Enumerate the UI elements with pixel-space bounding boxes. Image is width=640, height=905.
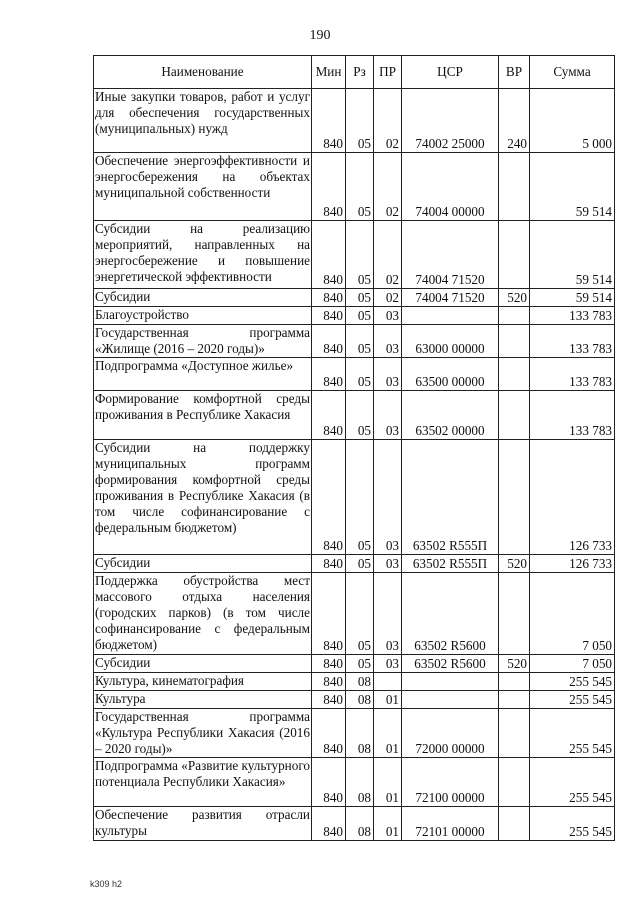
cell-sum: 133 783 (530, 307, 615, 325)
cell-rz: 05 (346, 555, 374, 573)
cell-vr (499, 358, 530, 391)
cell-pr: 03 (374, 391, 402, 440)
cell-csr: 63502 R555П (402, 555, 499, 573)
cell-vr (499, 807, 530, 841)
cell-name: Субсидии (94, 655, 312, 673)
table-row (94, 573, 615, 655)
cell-pr: 03 (374, 573, 402, 655)
cell-min: 840 (312, 573, 346, 655)
cell-pr: 02 (374, 89, 402, 153)
cell-sum: 126 733 (530, 555, 615, 573)
cell-pr: 03 (374, 307, 402, 325)
cell-sum: 255 545 (530, 691, 615, 709)
cell-pr: 01 (374, 691, 402, 709)
cell-rz: 08 (346, 673, 374, 691)
cell-pr: 03 (374, 655, 402, 673)
cell-name: Субсидии (94, 289, 312, 307)
cell-sum: 126 733 (530, 440, 615, 555)
cell-pr: 03 (374, 555, 402, 573)
cell-min: 840 (312, 758, 346, 807)
cell-sum: 59 514 (530, 221, 615, 289)
table-row (94, 153, 615, 221)
cell-csr (402, 691, 499, 709)
cell-rz: 05 (346, 391, 374, 440)
cell-vr (499, 758, 530, 807)
table-row (94, 89, 615, 153)
cell-min: 840 (312, 807, 346, 841)
cell-csr: 72101 00000 (402, 807, 499, 841)
cell-csr: 74004 71520 (402, 289, 499, 307)
cell-rz: 05 (346, 89, 374, 153)
cell-min: 840 (312, 358, 346, 391)
cell-vr (499, 391, 530, 440)
cell-rz: 08 (346, 691, 374, 709)
cell-vr (499, 691, 530, 709)
cell-rz: 08 (346, 709, 374, 758)
cell-sum: 255 545 (530, 807, 615, 841)
cell-pr: 01 (374, 807, 402, 841)
cell-pr: 03 (374, 358, 402, 391)
column-header-pr: ПР (374, 56, 402, 89)
cell-min: 840 (312, 709, 346, 758)
cell-sum: 255 545 (530, 709, 615, 758)
table-row (94, 807, 615, 841)
cell-vr (499, 573, 530, 655)
table-row (94, 221, 615, 289)
cell-min: 840 (312, 440, 346, 555)
column-header-sum: Сумма (530, 56, 615, 89)
cell-sum: 133 783 (530, 358, 615, 391)
column-header-name: Наименование (94, 56, 312, 89)
column-header-min: Мин (312, 56, 346, 89)
cell-min: 840 (312, 691, 346, 709)
cell-pr: 01 (374, 758, 402, 807)
footer-code: k309 h2 (90, 879, 123, 889)
cell-csr: 63502 00000 (402, 391, 499, 440)
column-header-csr: ЦСР (402, 56, 499, 89)
cell-csr: 72000 00000 (402, 709, 499, 758)
cell-name: Обеспечение энергоэффективности и энергосбережения на объектах муниципальной собственности (94, 153, 312, 221)
cell-vr (499, 325, 530, 358)
cell-vr (499, 709, 530, 758)
cell-name: Иные закупки товаров, работ и услуг для обеспечения государственных (муниципальных) нужд (94, 89, 312, 153)
table-row (94, 555, 615, 573)
cell-vr: 520 (499, 655, 530, 673)
cell-sum: 59 514 (530, 153, 615, 221)
cell-pr: 03 (374, 440, 402, 555)
budget-table (93, 55, 615, 841)
cell-rz: 05 (346, 221, 374, 289)
cell-csr: 74002 25000 (402, 89, 499, 153)
cell-pr: 02 (374, 221, 402, 289)
cell-pr: 02 (374, 153, 402, 221)
cell-csr (402, 307, 499, 325)
cell-sum: 7 050 (530, 573, 615, 655)
cell-name: Субсидии (94, 555, 312, 573)
cell-min: 840 (312, 655, 346, 673)
cell-sum: 133 783 (530, 325, 615, 358)
cell-min: 840 (312, 391, 346, 440)
cell-sum: 133 783 (530, 391, 615, 440)
cell-name: Подпрограмма «Доступное жилье» (94, 358, 312, 391)
column-header-rz: Рз (346, 56, 374, 89)
cell-min: 840 (312, 289, 346, 307)
cell-vr (499, 673, 530, 691)
cell-vr: 520 (499, 555, 530, 573)
table-row (94, 709, 615, 758)
table-row (94, 289, 615, 307)
table-row (94, 691, 615, 709)
cell-name: Государственная программа «Жилище (2016 – 2020 годы)» (95, 325, 310, 356)
cell-name: Субсидии на реализацию мероприятий, направленных на энергосбережение и повышение энергетической эффективности (94, 221, 312, 289)
page-number: 190 (309, 28, 331, 43)
cell-sum: 5 000 (530, 89, 615, 153)
cell-name: Государственная программа «Культура Республики Хакасия (2016 – 2020 годы)» (95, 709, 310, 756)
cell-min: 840 (312, 153, 346, 221)
cell-name: Культура, кинематография (94, 673, 312, 691)
cell-rz: 05 (346, 440, 374, 555)
table-row (94, 391, 615, 440)
cell-csr: 63500 00000 (402, 358, 499, 391)
table-row (94, 358, 615, 391)
cell-csr: 63502 R5600 (402, 655, 499, 673)
cell-sum: 255 545 (530, 673, 615, 691)
cell-csr: 63000 00000 (402, 325, 499, 358)
table-row (94, 325, 615, 358)
table-row (94, 673, 615, 691)
cell-sum: 255 545 (530, 758, 615, 807)
cell-min: 840 (312, 221, 346, 289)
cell-sum: 59 514 (530, 289, 615, 307)
cell-vr (499, 221, 530, 289)
cell-pr: 01 (374, 709, 402, 758)
cell-min: 840 (312, 325, 346, 358)
cell-vr (499, 307, 530, 325)
cell-name: Обеспечение развития отрасли культуры (94, 807, 312, 841)
cell-rz: 05 (346, 307, 374, 325)
table-row (94, 655, 615, 673)
cell-rz: 05 (346, 655, 374, 673)
cell-rz: 05 (346, 325, 374, 358)
cell-rz: 08 (346, 807, 374, 841)
cell-csr: 72100 00000 (402, 758, 499, 807)
cell-name: Благоустройство (94, 307, 312, 325)
cell-rz: 05 (346, 153, 374, 221)
cell-csr (402, 673, 499, 691)
cell-pr: 02 (374, 289, 402, 307)
cell-csr: 74004 00000 (402, 153, 499, 221)
cell-min: 840 (312, 89, 346, 153)
cell-csr: 63502 R555П (402, 440, 499, 555)
cell-rz: 08 (346, 758, 374, 807)
cell-pr (374, 673, 402, 691)
cell-name: Культура (94, 691, 312, 709)
cell-vr (499, 440, 530, 555)
cell-min: 840 (312, 307, 346, 325)
cell-csr: 63502 R5600 (402, 573, 499, 655)
cell-min: 840 (312, 555, 346, 573)
cell-rz: 05 (346, 358, 374, 391)
cell-rz: 05 (346, 573, 374, 655)
table-row (94, 440, 615, 555)
cell-vr (499, 153, 530, 221)
cell-vr: 240 (499, 89, 530, 153)
cell-pr: 03 (374, 325, 402, 358)
cell-name: Субсидии на поддержку муниципальных программ формирования комфортной среды проживания в Республике Хакасия (в том числе софинансирование с федеральным бюджетом) (94, 440, 312, 555)
cell-name: Поддержка обустройства мест массового отдыха населения (городских парков) (в том числе софинансирование с федеральным бюджетом) (94, 573, 312, 655)
cell-name: Подпрограмма «Развитие культурного потенциала Республики Хакасия» (94, 758, 312, 807)
cell-rz: 05 (346, 289, 374, 307)
cell-csr: 74004 71520 (402, 221, 499, 289)
cell-name: Формирование комфортной среды проживания в Республике Хакасия (94, 391, 312, 440)
table-row (94, 307, 615, 325)
cell-sum: 7 050 (530, 655, 615, 673)
table-row (94, 758, 615, 807)
cell-min: 840 (312, 673, 346, 691)
table-header-row (94, 56, 615, 89)
column-header-vr: ВР (499, 56, 530, 89)
table-body (94, 89, 615, 841)
cell-vr: 520 (499, 289, 530, 307)
